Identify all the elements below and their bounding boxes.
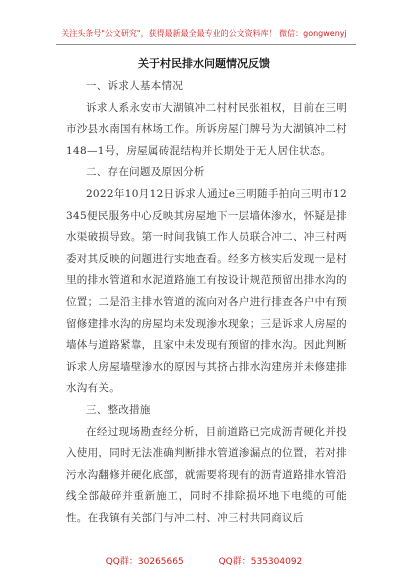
footer-qq-group-1: QQ群：30265665 [105, 557, 184, 567]
section-heading-rectification: 三、整改措施 [85, 403, 151, 416]
footer-qq-group-2: QQ群：535304092 [218, 557, 303, 567]
paragraph-problem-analysis: 2022年10月12日诉求人通过e三明随手拍向三明市12345便民服务中心反映其房屋地下一层墙体渗水，怀疑是排水渠破损导致。第一时间我镇工作人员联合冲二、冲三村两委对其反映的问题进行实地查看。经多方核实后发现一是村里的排水管道和水泥道路施工有按设计规范预留出排水沟的位置；二是沿主排水管道的流向对各户进行排查各户中有预留修建排水沟的房屋均未发现渗水现象；三是诉求人房屋的墙体与道路紧靠，且家中未发现有预留的排水沟。因此判断诉求人房屋墙壁渗水的原因与其挤占排水沟建房并未修建排水沟有关。 [66, 187, 347, 395]
document-body [66, 76, 347, 529]
document-title: 关于村民排水问题情况反馈 [138, 57, 270, 70]
section-heading-basic-info: 一、诉求人基本情况 [85, 80, 184, 92]
header-divider [56, 44, 356, 45]
paragraph-rectification: 在经过现场勘查经分析，目前道路已完成沥青硬化并投入使用，同时无法准确判断排水管道渗漏点的位置，若对排污水沟翻修并硬化底部，就需要将现有的沥青道路排水管沿线全部敲碎并重新施工，同时不排除损坏地下电缆的可能性。在我镇有关部门与冲二村、冲三村共同商议后 [66, 425, 347, 524]
footer-contacts [0, 556, 408, 568]
header-banner: 关注头条号"公文研究"，获得最新最全最专业的公文资料库！ 微信：gongwenyj [61, 29, 347, 38]
paragraph-basic-info: 诉求人系永安市大湖镇冲二村村民张祖权，目前在三明市沙县水南国有林场工作。所诉房屋门牌号为大湖镇冲二村148—1号，房屋属砖混结构并长期处于无人居住状态。 [66, 101, 347, 157]
section-heading-problem-analysis: 二、存在问题及原因分析 [85, 166, 205, 179]
